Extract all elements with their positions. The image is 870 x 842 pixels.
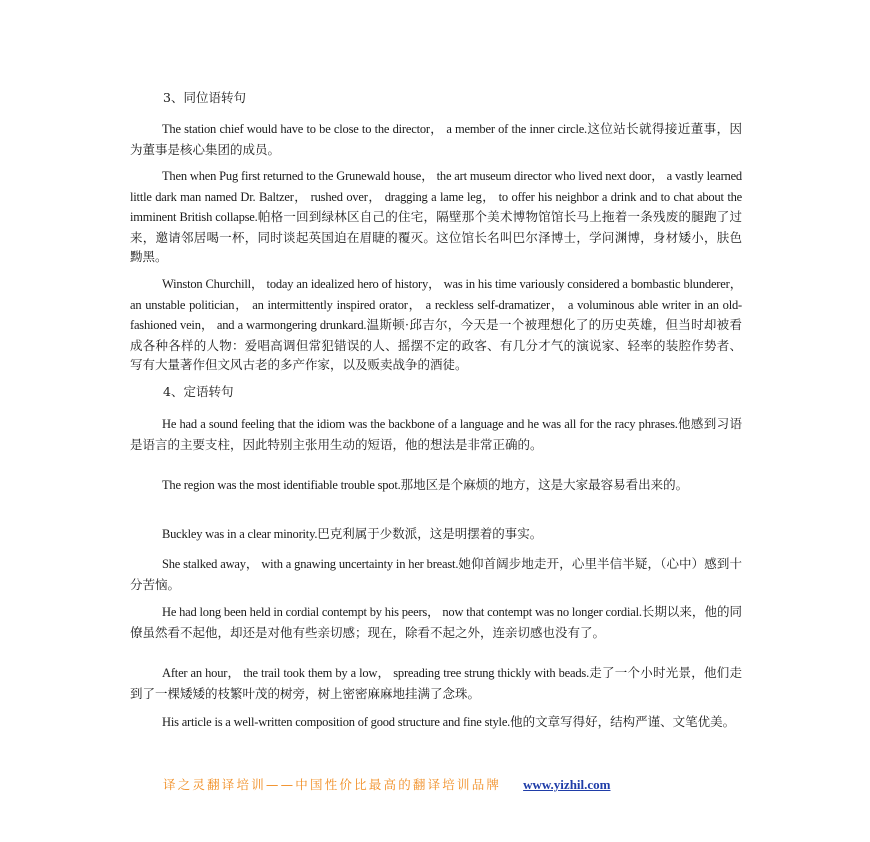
paragraph-10	[130, 712, 742, 733]
chinese-translation: 他的文章写得好，结构严谨、文笔优美。	[510, 714, 736, 729]
chinese-translation: 巴克利属于少数派，这是明摆着的事实。	[317, 526, 543, 541]
chinese-translation: 他感到习语是语言的主要支柱，因此特别主张用生动的短语，他的想法是非常正确的。	[130, 416, 742, 452]
english-sentence: After an hour， the trail took them by a low， spreading tree strung thickly with beads.	[162, 666, 589, 680]
chinese-translation: 这位站长就得接近董事，因为董事是核心集团的成员。	[130, 121, 742, 157]
section-heading-attributive: 4、定语转句	[163, 384, 234, 399]
english-sentence: He had a sound feeling that the idiom was the backbone of a language and he was all for the racy phrases.	[162, 417, 678, 431]
paragraph-4	[130, 414, 742, 454]
paragraph-3	[130, 274, 742, 375]
english-sentence: The station chief would have to be close to the director， a member of the inner circle.	[162, 122, 587, 136]
paragraph-1	[130, 119, 742, 159]
chinese-translation: 长期以来，他的同僚虽然看不起他，却还是对他有些亲切感；现在，除看不起之外，连亲切感也没有了。	[130, 604, 742, 640]
paragraph-7	[130, 554, 742, 594]
page-footer	[163, 776, 611, 795]
english-sentence: His article is a well-written composition of good structure and fine style.	[162, 715, 511, 729]
paragraph-5	[130, 475, 742, 496]
chinese-translation: 走了一个小时光景，他们走到了一棵矮矮的枝繁叶茂的树旁，树上密密麻麻地挂满了念珠。	[130, 665, 742, 701]
english-sentence: Then when Pug first returned to the Grunewald house， the art museum director who lived next door， a vastly learned little dark man named Dr. Baltzer， rushed over， dragging a lame leg， to offer his neighbor a drink and to chat about the imminent British collapse.	[130, 169, 742, 225]
chinese-translation: 温斯顿·邱吉尔，今天是一个被理想化了的历史英雄，但当时却被看成各种各样的人物：爱唱高调但常犯错误的人、摇摆不定的政客、有几分才气的演说家、轻率的装腔作势者、写有大量著作但文风古老的多产作家，以及贩卖战争的酒徒。	[130, 317, 742, 373]
english-sentence: Winston Churchill， today an idealized hero of history， was in his time variously considered a bombastic blunderer， an unstable politician， an intermittently inspired orator， a reckless self-dramatizer， a voluminous able writer in an old-fashioned vein， and a warmongering drunkard.	[130, 277, 742, 333]
paragraph-8	[130, 602, 742, 642]
footer-brand-slogan: 译之灵翻译培训——中国性价比最高的翻译培训品牌	[163, 777, 502, 792]
footer-website-link[interactable]: www.yizhil.com	[523, 777, 611, 792]
english-sentence: The region was the most identifiable trouble spot.	[162, 478, 401, 492]
chinese-translation: 她仰首阔步地走开，心里半信半疑，（心中）感到十分苦恼。	[130, 556, 742, 592]
section-heading-appositive: 3、同位语转句	[163, 90, 246, 105]
paragraph-9	[130, 663, 742, 703]
english-sentence: He had long been held in cordial contempt by his peers， now that contempt was no longer cordial.	[162, 605, 642, 619]
paragraph-6	[130, 524, 742, 545]
chinese-translation: 那地区是个麻烦的地方，这是大家最容易看出来的。	[400, 477, 689, 492]
english-sentence: She stalked away， with a gnawing uncertainty in her breast.	[162, 557, 459, 571]
paragraph-2	[130, 166, 742, 267]
chinese-translation: 帕格一回到绿林区自己的住宅，隔壁那个美术博物馆馆长马上拖着一条残废的腿跑了过来，邀请邻居喝一杯，同时谈起英国迫在眉睫的覆灭。这位馆长名叫巴尔泽博士，学问渊博，身材矮小，肤色黝黑。	[130, 209, 742, 265]
english-sentence: Buckley was in a clear minority.	[162, 527, 318, 541]
